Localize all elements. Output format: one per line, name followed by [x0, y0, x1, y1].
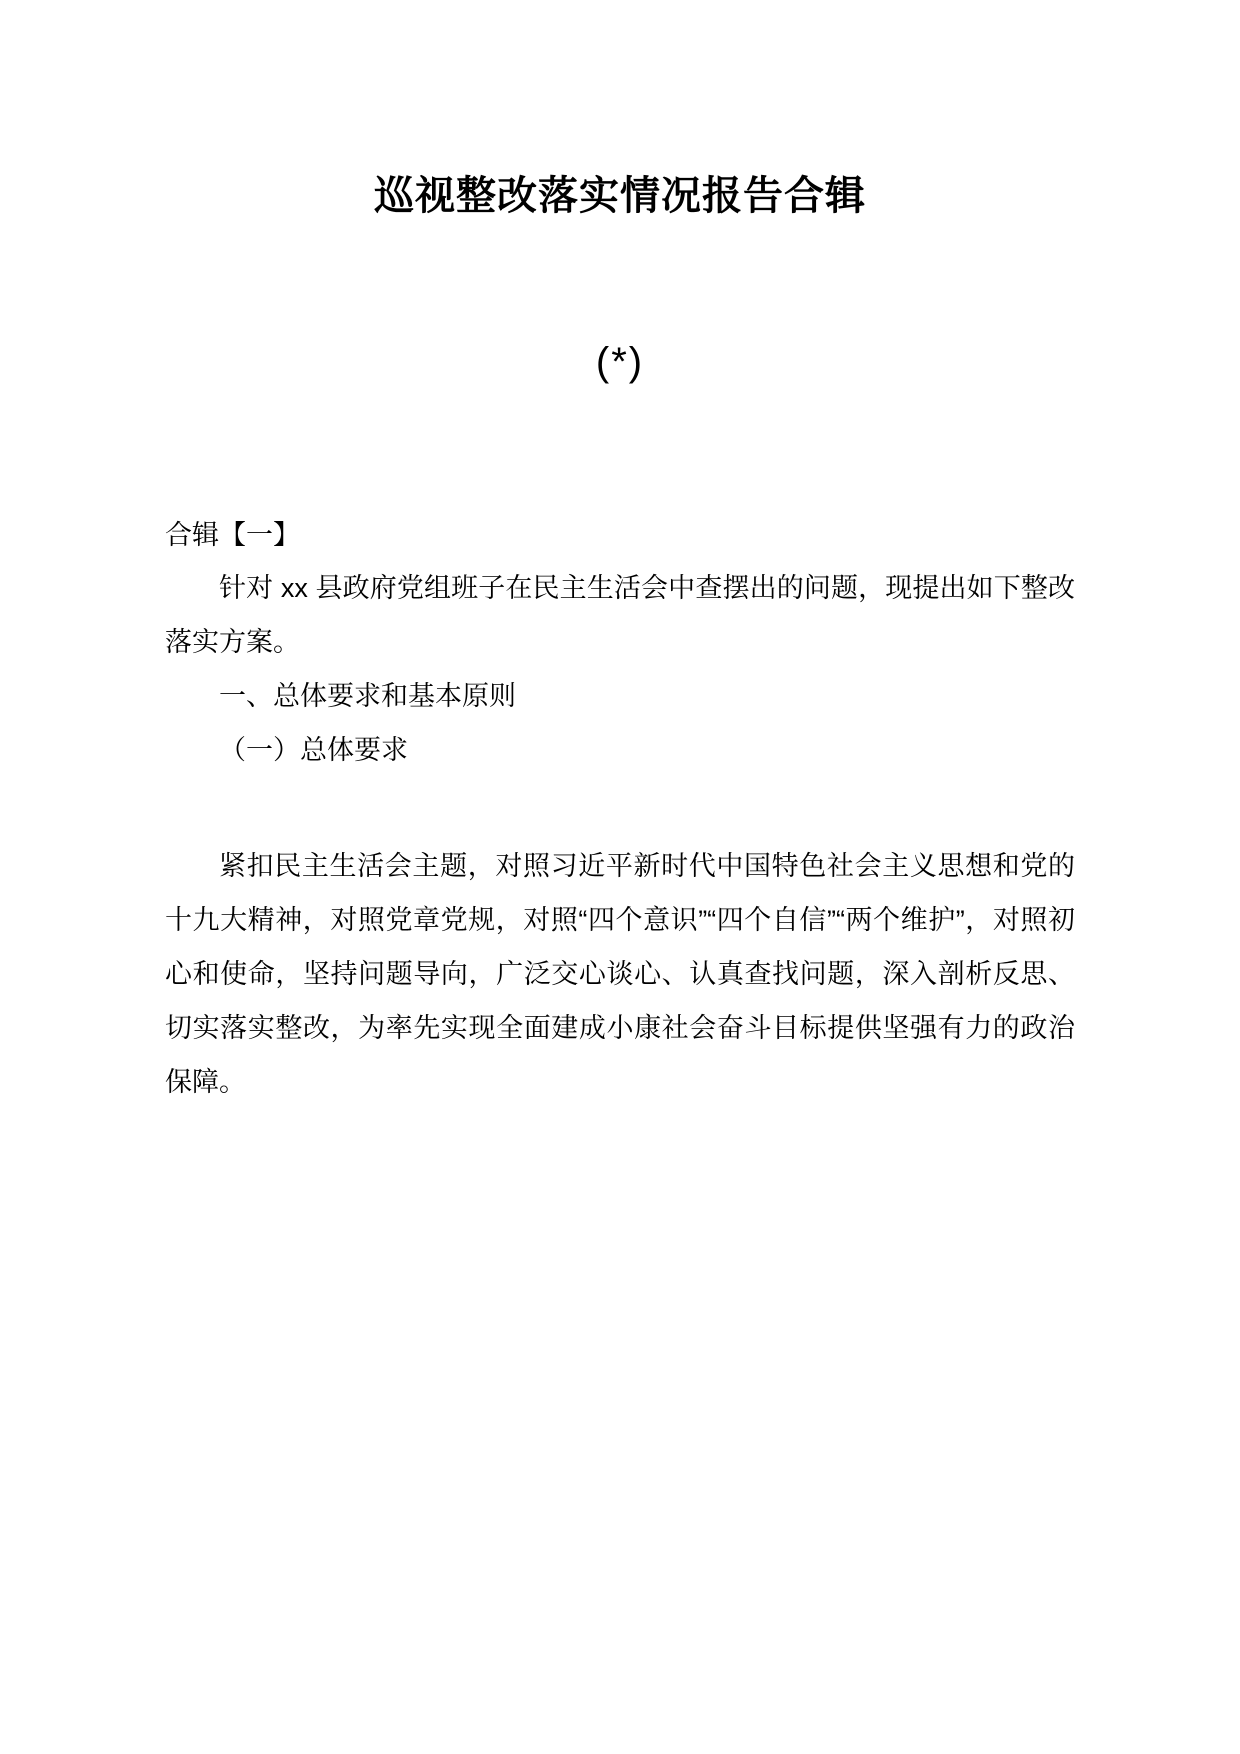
subsection-heading-one: （一）总体要求	[219, 735, 408, 766]
document-subtitle: (*)	[595, 340, 645, 384]
body-paragraph-one: 紧扣民主生活会主题，对照习近平新时代中国特色社会主义思想和党的十九大精神，对照党章党规，对照“四个意识”“四个自信”“两个维护”，对照初心和使命，坚持问题导向，广泛交心谈心、认真查找问题，深入剖析反思、切实落实整改，为率先实现全面建成小康社会奋斗目标提供坚强有力的政治保障。	[165, 851, 1075, 1098]
page-title: 巡视整改落实情况报告合辑	[374, 174, 866, 218]
intro-paragraph: 针对 xx 县政府党组班子在民主生活会中查摆出的问题，现提出如下整改落实方案。	[165, 573, 1075, 658]
section-heading-one: 一、总体要求和基本原则	[219, 681, 516, 712]
collection-label: 合辑【一】	[165, 520, 300, 550]
